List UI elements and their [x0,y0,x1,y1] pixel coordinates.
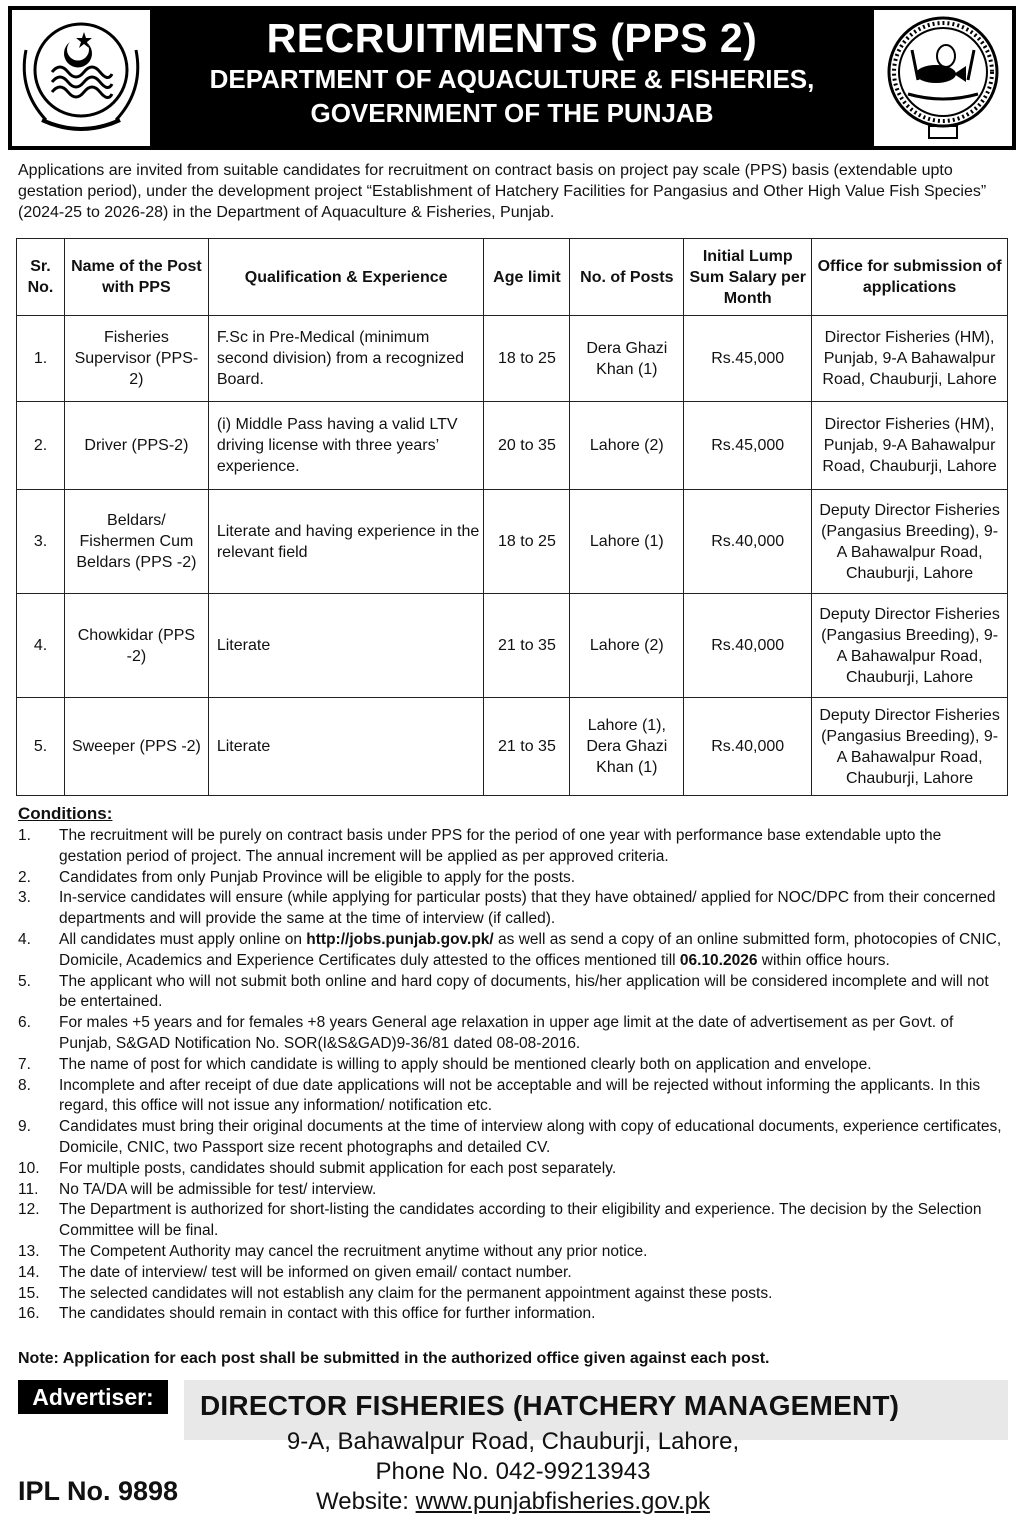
table-row [17,316,1008,402]
cell-salary: Rs.45,000 [684,402,812,490]
conditions-list [18,826,1008,1325]
condition-text: The candidates should remain in contact with this office for further information. [59,1305,596,1323]
header-sr-no: Sr. No. [17,239,65,316]
cell-post-name: Sweeper (PPS -2) [64,698,208,796]
condition-text: For multiple posts, candidates should submit application for each post separately. [59,1159,617,1177]
website-link[interactable]: www.punjabfisheries.gov.pk [415,1488,710,1515]
cell-office: Director Fisheries (HM), Punjab, 9-A Bahawalpur Road, Chauburji, Lahore [812,402,1008,490]
cell-office: Deputy Director Fisheries (Pangasius Breeding), 9-A Bahawalpur Road, Chauburji, Lahore [812,698,1008,796]
director-name: DIRECTOR FISHERIES (HATCHERY MANAGEMENT) [200,1390,900,1421]
condition-text: In-service candidates will ensure (while applying for particular posts) that they have obtained/ applied for NOC/DPC from their concerned departments and will provide the same at the time of interview (if called). [59,889,996,928]
table-row [17,594,1008,698]
condition-text: The name of post for which candidate is willing to apply should be mentioned clearly both on application and envelope. [59,1055,872,1073]
cell-no-of-posts: Lahore (1), Dera Ghazi Khan (1) [570,698,684,796]
condition-number: 14. [18,1263,40,1281]
condition-number: 12. [18,1201,40,1219]
advertiser-label: Advertiser: [18,1380,168,1414]
condition-item [18,1242,1008,1263]
condition-text: No TA/DA will be admissible for test/ interview. [59,1180,377,1198]
condition-text: The recruitment will be purely on contract basis under PPS for the period of one year with performance base extendable upto the gestation period of project. The annual increment will be applied as per approved criteria. [59,827,942,865]
condition-text: The selected candidates will not establish any claim for the permanent appointment against these posts. [59,1284,773,1302]
advertiser-address: 9-A, Bahawalpur Road, Chauburji, Lahore, [286,1428,740,1455]
cell-no-of-posts: Lahore (2) [570,594,684,698]
cell-salary: Rs.40,000 [684,594,812,698]
jobs-portal-link[interactable]: http://jobs.punjab.gov.pk/ [306,930,494,948]
cell-post-name: Chowkidar (PPS -2) [64,594,208,698]
condition-item [18,930,1008,972]
condition-number: 13. [18,1242,40,1260]
cell-post-name: Fisheries Supervisor (PPS-2) [64,316,208,402]
condition-item [18,1284,1008,1305]
condition-item [18,972,1008,1014]
condition-number: 16. [18,1305,40,1323]
header-banner [8,6,1016,150]
condition-item [18,826,1008,868]
condition-item [18,1263,1008,1284]
condition-number: 1. [18,827,31,844]
conditions-heading: Conditions: [18,804,113,823]
condition-number: 10. [18,1159,40,1177]
header-office: Office for submission of applications [812,239,1008,316]
condition-number: 7. [18,1055,31,1073]
condition-text: The date of interview/ test will be informed on given email/ contact number. [59,1263,572,1281]
condition-item [18,868,1008,889]
cell-salary: Rs.40,000 [684,490,812,594]
header-post-name: Name of the Post with PPS [64,239,208,316]
condition-item [18,1076,1008,1118]
condition-item [18,1304,1008,1325]
cell-office: Deputy Director Fisheries (Pangasius Breeding), 9-A Bahawalpur Road, Chauburji, Lahore [812,490,1008,594]
condition-item [18,1180,1008,1201]
header-qualification: Qualification & Experience [208,239,484,316]
cell-age-limit: 18 to 25 [484,316,570,402]
punjab-government-emblem-icon [12,10,150,146]
condition-text: The Competent Authority may cancel the recruitment anytime without any prior notice. [59,1242,648,1260]
header-age-limit: Age limit [484,239,570,316]
government-name: GOVERNMENT OF THE PUNJAB [310,98,714,128]
cell-office: Director Fisheries (HM), Punjab, 9-A Bahawalpur Road, Chauburji, Lahore [812,316,1008,402]
cell-no-of-posts: Lahore (1) [570,490,684,594]
page-title: RECRUITMENTS (PPS 2) [266,15,758,61]
condition-number: 5. [18,972,31,990]
cell-post-name: Driver (PPS-2) [64,402,208,490]
cell-age-limit: 21 to 35 [484,594,570,698]
posts-table [16,238,1008,796]
condition-text-pre: All candidates must apply online on [59,930,307,948]
condition-number: 3. [18,889,31,907]
condition-item [18,1013,1008,1055]
condition-text: Candidates must bring their original documents at the time of interview along with copy of educational documents, experience certificates, Domicile, CNIC, two Passport size recent photographs and detailed CV. [59,1118,1002,1156]
advertiser-footer [18,1380,1008,1532]
cell-age-limit: 18 to 25 [484,490,570,594]
cell-qualification: Literate [208,698,484,796]
table-row [17,490,1008,594]
condition-number: 6. [18,1014,31,1032]
header-no-of-posts: No. of Posts [570,239,684,316]
submission-note: Note: Application for each post shall be submitted in the authorized office given against each post. [18,1350,770,1367]
advertiser-phone: Phone No. 042-99213943 [375,1458,651,1485]
condition-item [18,1159,1008,1180]
table-row [17,698,1008,796]
table-row [17,402,1008,490]
condition-number: 8. [18,1076,31,1094]
cell-qualification: Literate [208,594,484,698]
condition-text: For males +5 years and for females +8 years General age relaxation in upper age limit at the date of advertisement as per Govt. of Punjab, S&GAD Notification No. SOR(I&S&GAD)9-36/81 dated 08-08-2016. [59,1014,954,1052]
header-salary: Initial Lump Sum Salary per Month [684,239,812,316]
condition-item [18,1200,1008,1242]
condition-text-post: within office hours. [757,951,890,969]
department-name: DEPARTMENT OF AQUACULTURE & FISHERIES, [209,64,815,94]
cell-sr-no: 4. [17,594,65,698]
cell-qualification: Literate and having experience in the relevant field [208,490,484,594]
deadline-date: 06.10.2026 [679,951,758,969]
intro-paragraph: Applications are invited from suitable candidates for recruitment on contract basis on project pay scale (PPS) basis (extendable upto gestation period), under the development project “Establishment of Hatchery Facilities for Pangasius and Other High Value Fish Species” (2024-25 to 2026-28) in the Department of Aquaculture & Fisheries, Punjab. [18,162,987,221]
condition-number: 2. [18,868,31,886]
condition-number: 11. [18,1180,39,1198]
cell-qualification: F.Sc in Pre-Medical (minimum second division) from a recognized Board. [208,316,484,402]
cell-qualification: (i) Middle Pass having a valid LTV driving license with three years’ experience. [208,402,484,490]
condition-item [18,888,1008,930]
condition-text-mid: as well as send a copy of an online submitted form, photocopies of CNIC, Domicile, Academics and Experience Certificates duly attested to the offices mentioned till [59,930,1002,969]
cell-salary: Rs.45,000 [684,316,812,402]
condition-number: 9. [18,1118,31,1136]
cell-sr-no: 1. [17,316,65,402]
cell-post-name: Beldars/ Fishermen Cum Beldars (PPS -2) [64,490,208,594]
website-label: Website: [316,1488,416,1515]
cell-sr-no: 3. [17,490,65,594]
cell-sr-no: 2. [17,402,65,490]
cell-sr-no: 5. [17,698,65,796]
table-header-row [17,239,1008,316]
condition-text: Incomplete and after receipt of due date applications will not be acceptable and will be rejected without informing the applicants. In this regard, this office will not issue any information/ notification etc. [59,1076,981,1115]
condition-number: 4. [18,930,31,948]
condition-number: 15. [18,1284,40,1302]
cell-office: Deputy Director Fisheries (Pangasius Breeding), 9-A Bahawalpur Road, Chauburji, Lahore [812,594,1008,698]
fisheries-department-seal-icon [874,10,1012,146]
cell-salary: Rs.40,000 [684,698,812,796]
cell-age-limit: 20 to 35 [484,402,570,490]
condition-item [18,1117,1008,1159]
ipl-number: IPL No. 9898 [18,1476,179,1506]
condition-text: Candidates from only Punjab Province will be eligible to apply for the posts. [59,868,576,886]
cell-age-limit: 21 to 35 [484,698,570,796]
header-titles [158,16,866,130]
cell-no-of-posts: Lahore (2) [570,402,684,490]
condition-text: The Department is authorized for short-listing the candidates according to their eligibility and experience. The decision by the Selection Committee will be final. [59,1201,982,1240]
condition-text: The applicant who will not submit both online and hard copy of documents, his/her application will be considered incomplete and will not be entertained. [59,972,989,1011]
cell-no-of-posts: Dera Ghazi Khan (1) [570,316,684,402]
condition-item [18,1055,1008,1076]
